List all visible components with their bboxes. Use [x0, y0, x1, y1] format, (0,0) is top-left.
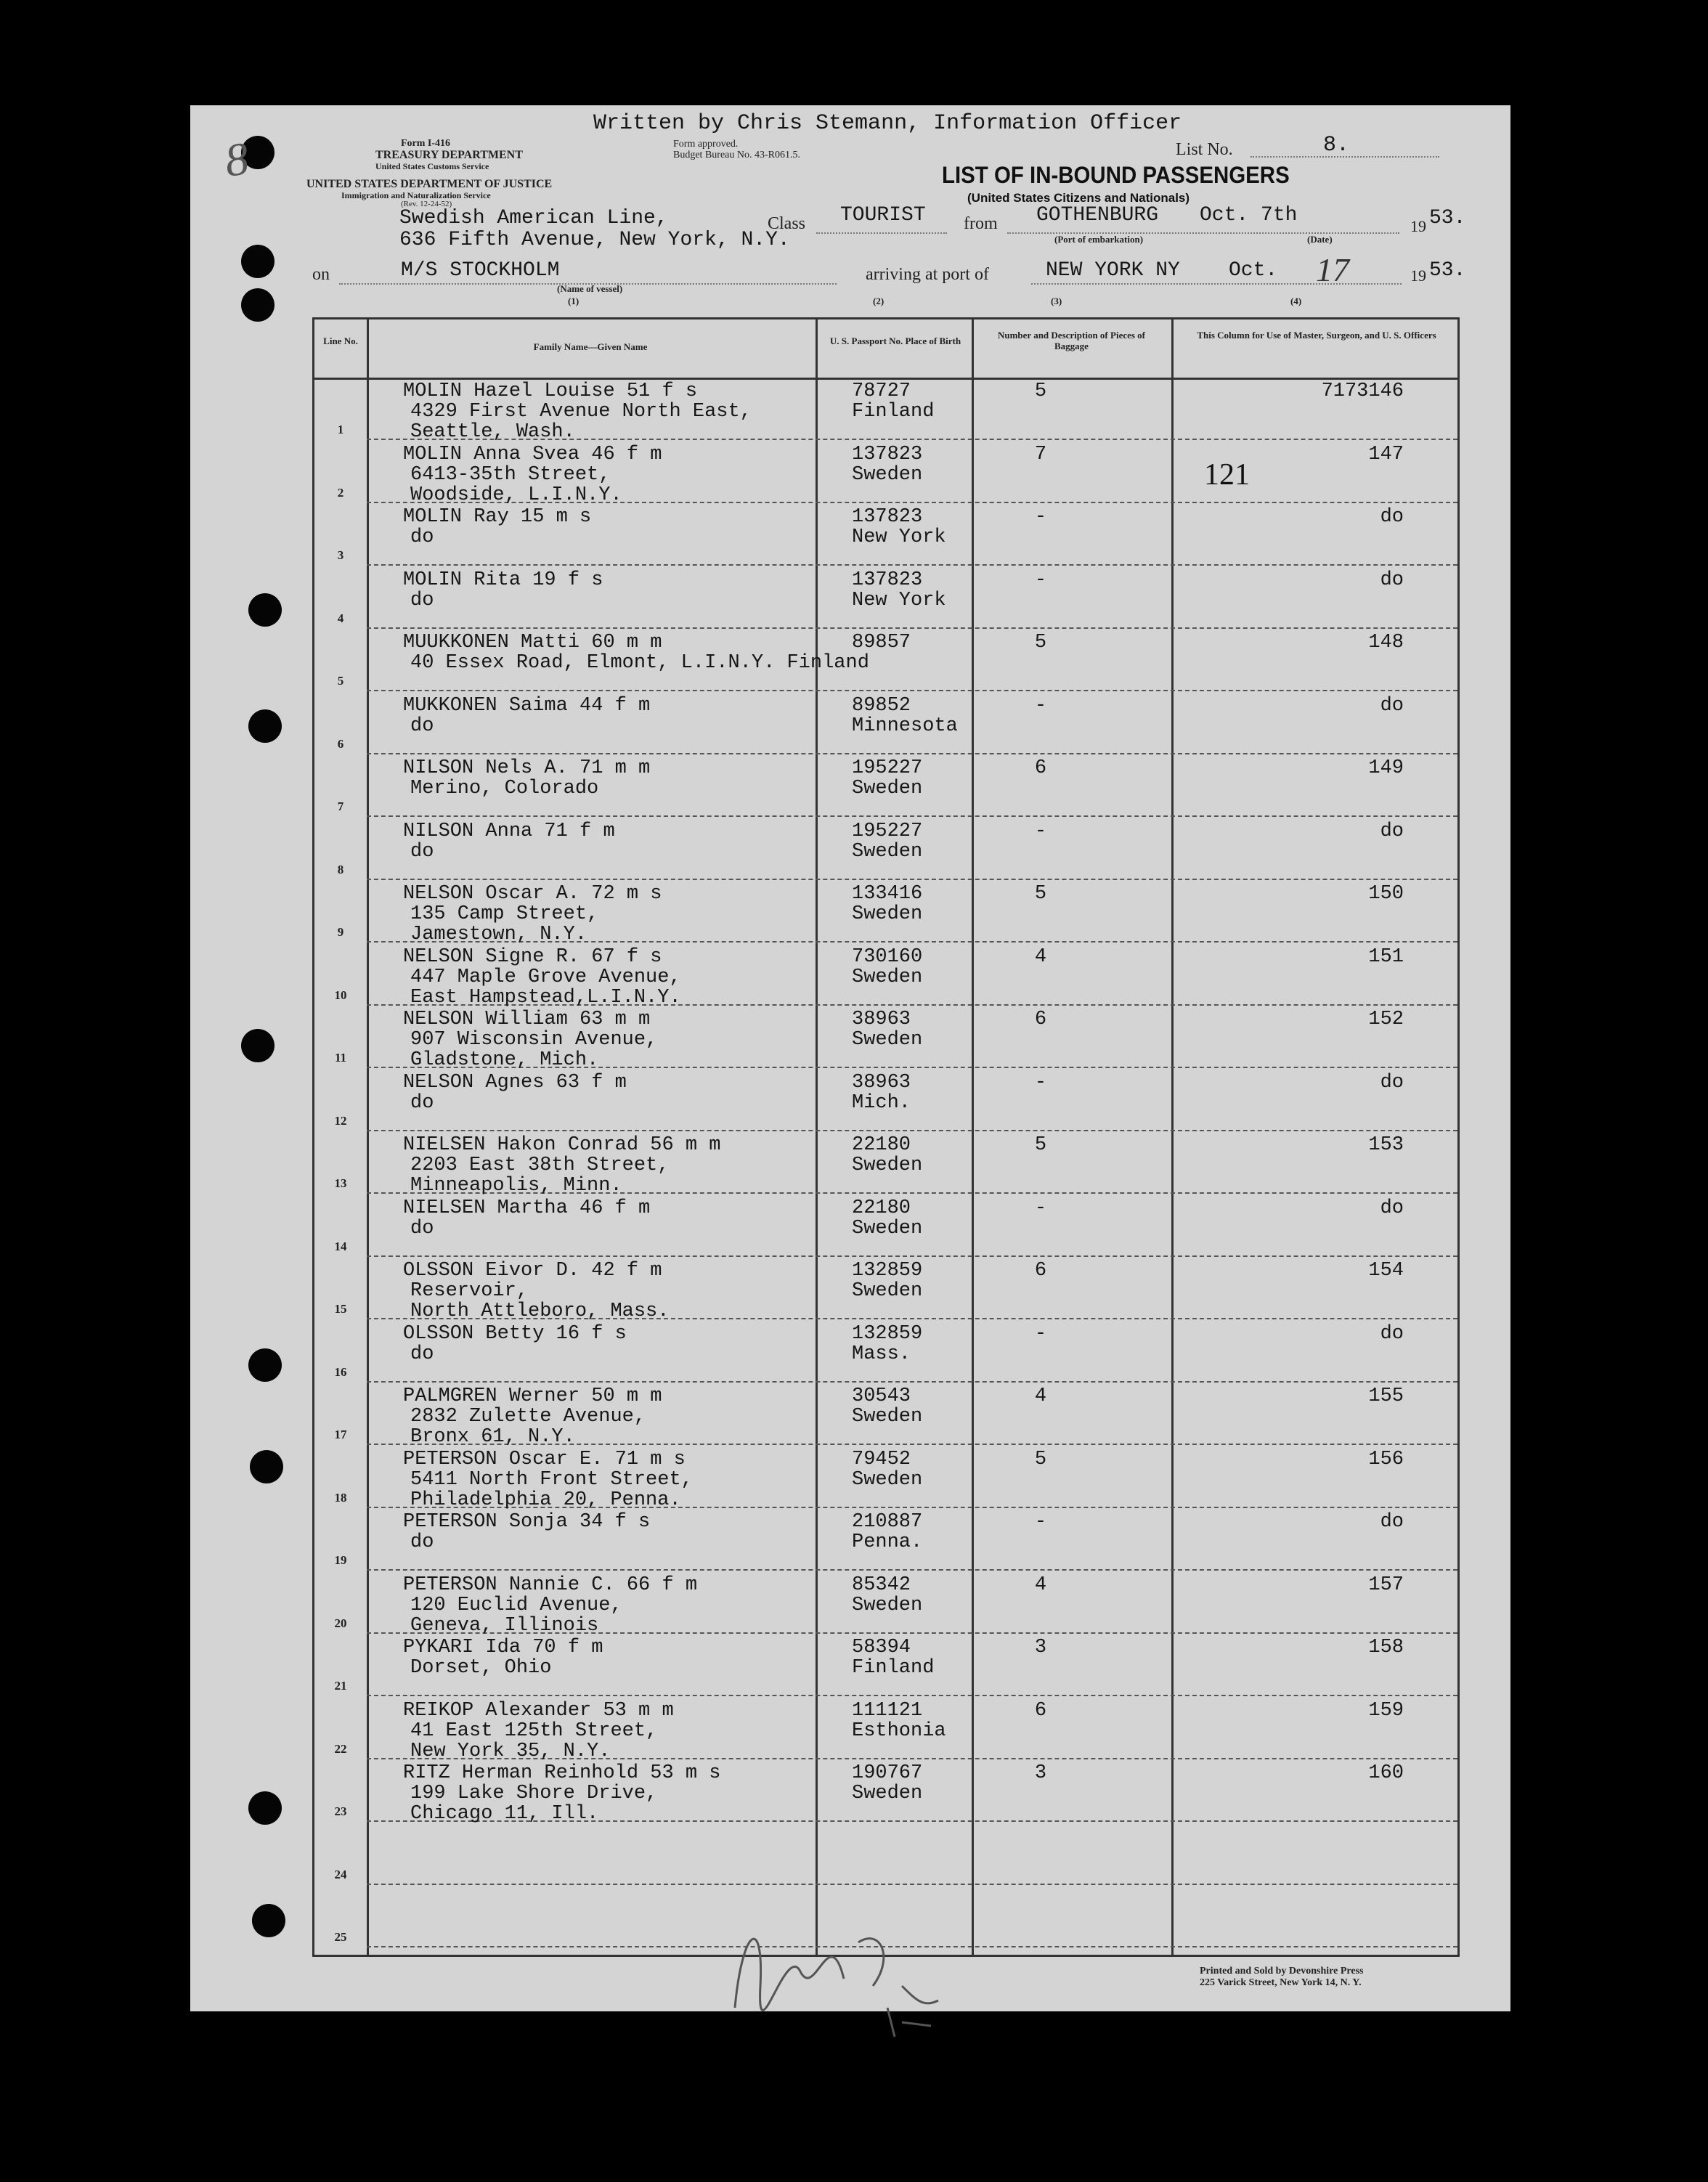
passenger-address-line2: Seattle, Wash. [410, 421, 575, 443]
arriving-label: arriving at port of [866, 265, 989, 284]
col-passport: U. S. Passport No. Place of Birth [829, 335, 961, 346]
passenger-name: OLSSON Eivor D. 42 f m [403, 1260, 662, 1282]
passport-number: 58394 [852, 1637, 911, 1658]
passenger-name: MUUKKONEN Matti 60 m m [403, 632, 662, 654]
place-of-birth: Sweden [852, 1029, 923, 1051]
date-caption: (Date) [1307, 234, 1333, 245]
baggage-count: - [1034, 1322, 1047, 1345]
table-row [314, 1131, 1457, 1197]
passenger-address-line2: Bronx 61, N.Y. [410, 1426, 575, 1448]
baggage-count: 6 [1034, 1260, 1047, 1282]
table-row [314, 1069, 1457, 1131]
line-number: 13 [334, 1176, 347, 1190]
passenger-address: do [410, 1091, 434, 1114]
on-label: on [312, 265, 330, 284]
passenger-address: 447 Maple Grove Avenue, [410, 966, 681, 988]
passport-number: 79452 [852, 1448, 911, 1470]
line-number: 9 [337, 925, 344, 939]
vessel-name: M/S STOCKHOLM [401, 259, 560, 282]
baggage-count: 6 [1034, 757, 1047, 779]
passenger-name: REIKOP Alexander 53 m m [403, 1699, 674, 1722]
passenger-name: NELSON Agnes 63 f m [403, 1071, 627, 1094]
table-row [314, 1697, 1457, 1762]
officer-number: 155 [1368, 1385, 1404, 1407]
revision-date: (Rev. 12-24-52) [401, 200, 452, 208]
baggage-count: 4 [1034, 1574, 1047, 1596]
printer-address: 225 Varick Street, New York 14, N. Y. [1200, 1977, 1362, 1988]
passenger-address: do [410, 589, 434, 611]
immigration-service: Immigration and Naturalization Service [341, 190, 491, 200]
officer-number: 159 [1368, 1699, 1404, 1722]
passport-number: 22180 [852, 1134, 911, 1156]
table-row [314, 880, 1457, 943]
passenger-address-line2: New York 35, N.Y. [410, 1740, 611, 1762]
table-row [314, 1257, 1457, 1322]
passenger-name: MOLIN Rita 19 f s [403, 569, 603, 591]
passenger-name: NILSON Anna 71 f m [403, 820, 615, 842]
table-row [314, 1571, 1457, 1637]
passenger-name: MOLIN Anna Svea 46 f m [403, 443, 662, 465]
officer-number: do [1380, 820, 1404, 842]
from-label: from [964, 214, 998, 233]
col-baggage: Number and Description of Pieces of Baggage [997, 330, 1146, 351]
shipping-line: Swedish American Line, [399, 207, 668, 229]
baggage-count: - [1034, 1197, 1047, 1219]
place-of-birth: Finland [852, 1657, 935, 1679]
officer-number: 7173146 [1321, 380, 1404, 402]
punch-hole [241, 1029, 274, 1062]
embarkation-date: Oct. 7th [1200, 204, 1298, 227]
place-of-birth: Finland [852, 401, 935, 423]
passport-number: 195227 [852, 757, 923, 779]
passenger-name: PETERSON Nannie C. 66 f m [403, 1574, 698, 1596]
place-of-birth: Sweden [852, 840, 923, 863]
embarkation-year: 53. [1429, 207, 1466, 229]
place-of-birth: Mich. [852, 1091, 911, 1114]
place-of-birth: Sweden [852, 1280, 923, 1302]
passport-number: 132859 [852, 1322, 923, 1345]
passport-number: 30543 [852, 1385, 911, 1407]
passport-number: 38963 [852, 1071, 911, 1094]
line-number: 10 [334, 988, 347, 1002]
table-row [314, 1383, 1457, 1448]
officer-number: do [1380, 694, 1404, 717]
officer-number: 149 [1368, 757, 1404, 779]
caption-2: (2) [873, 296, 884, 306]
line-number: 5 [337, 674, 344, 688]
passenger-name: NILSON Nels A. 71 m m [403, 757, 651, 779]
place-of-birth: Sweden [852, 778, 923, 799]
table-row [314, 754, 1457, 817]
passenger-address: 199 Lake Shore Drive, [410, 1783, 658, 1804]
treasury-dept: TREASURY DEPARTMENT [375, 149, 523, 161]
line-number: 12 [334, 1113, 347, 1128]
passport-number: 190767 [852, 1762, 923, 1784]
place-of-birth: Mass. [852, 1343, 911, 1365]
baggage-count: 7 [1034, 443, 1047, 465]
table-row [314, 1508, 1457, 1571]
officer-number: do [1380, 506, 1404, 528]
place-of-birth: Sweden [852, 903, 923, 925]
year-prefix: 19 [1410, 217, 1426, 235]
margin-note: 8 [221, 132, 252, 187]
passenger-name: NELSON Oscar A. 72 m s [403, 883, 662, 905]
col-officers: This Column for Use of Master, Surgeon, and U. S. Officers [1197, 330, 1436, 341]
table-row [314, 566, 1457, 629]
passenger-address-line2: Gladstone, Mich. [410, 1049, 599, 1071]
arrival-year-prefix: 19 [1410, 266, 1426, 285]
baggage-count: 5 [1034, 632, 1047, 654]
passenger-address: Dorset, Ohio [410, 1657, 552, 1679]
passport-number: 137823 [852, 569, 923, 591]
baggage-count: - [1034, 820, 1047, 842]
passenger-address-line2: Jamestown, N.Y. [410, 924, 587, 945]
list-number: 8. [1323, 133, 1350, 158]
passport-number: 195227 [852, 820, 923, 842]
passenger-address-line2: Woodside, L.I.N.Y. [410, 484, 622, 506]
passport-number: 132859 [852, 1260, 923, 1282]
baggage-count: 5 [1034, 380, 1047, 402]
arrival-month: Oct. [1229, 259, 1278, 282]
baggage-count: 4 [1034, 1385, 1047, 1407]
passenger-name: PALMGREN Werner 50 m m [403, 1385, 662, 1407]
printer-name: Printed and Sold by Devonshire Press [1200, 1966, 1364, 1977]
table-row [314, 692, 1457, 754]
col-family-name: Family Name—Given Name [533, 341, 648, 352]
passport-number: 38963 [852, 1009, 911, 1030]
passenger-rows [314, 378, 1457, 1955]
arrival-port: NEW YORK NY [1046, 259, 1180, 282]
passport-number: 85342 [852, 1574, 911, 1596]
passenger-address: 2203 East 38th Street, [410, 1155, 670, 1176]
place-of-birth: Penna. [852, 1531, 923, 1553]
officer-number: do [1380, 1322, 1404, 1345]
line-number: 16 [334, 1364, 347, 1379]
passenger-address: 4329 First Avenue North East, [410, 401, 752, 423]
port-caption: (Port of embarkation) [1054, 234, 1144, 245]
place-of-birth: Sweden [852, 1217, 923, 1239]
caption-1: (1) [568, 296, 580, 306]
arrival-year: 53. [1429, 259, 1466, 282]
officer-number: 154 [1368, 1260, 1404, 1282]
officer-number: 150 [1368, 883, 1404, 905]
place-of-birth: Sweden [852, 1783, 923, 1804]
passport-number: 111121 [852, 1699, 923, 1722]
passenger-table [312, 317, 1460, 1957]
punch-hole [250, 1450, 283, 1483]
manifest-page [190, 105, 1510, 2011]
class-value: TOURIST [840, 204, 926, 227]
officer-number: 153 [1368, 1134, 1404, 1156]
passenger-name: MOLIN Hazel Louise 51 f s [403, 380, 698, 402]
passenger-address: do [410, 1343, 434, 1365]
line-number: 25 [334, 1930, 347, 1944]
place-of-birth: Minnesota [852, 715, 958, 737]
baggage-count: 3 [1034, 1637, 1047, 1658]
baggage-count: - [1034, 1071, 1047, 1094]
baggage-count: 5 [1034, 1448, 1047, 1470]
punch-hole [248, 1348, 282, 1382]
form-number: Form I-416 [401, 138, 451, 149]
justice-dept: UNITED STATES DEPARTMENT OF JUSTICE [306, 178, 553, 190]
passport-number: 210887 [852, 1511, 923, 1533]
place-of-birth: New York [852, 589, 946, 611]
list-no-label: List No. [1176, 140, 1233, 159]
place-of-birth: Sweden [852, 1594, 923, 1616]
signature-mark [720, 1899, 953, 2044]
passenger-name: MUKKONEN Saima 44 f m [403, 694, 651, 717]
passenger-address: do [410, 715, 434, 737]
table-row [314, 629, 1457, 691]
passenger-address: 120 Euclid Avenue, [410, 1594, 622, 1616]
place-of-birth: Esthonia [852, 1719, 946, 1742]
punch-hole [248, 709, 282, 743]
vessel-caption: (Name of vessel) [557, 283, 623, 294]
baggage-count: 4 [1034, 945, 1047, 968]
officer-number: do [1380, 1197, 1404, 1219]
passenger-address-line2: Geneva, Illinois [410, 1614, 599, 1637]
handwritten-number: 121 [1204, 458, 1250, 492]
officer-number: 158 [1368, 1637, 1404, 1658]
table-row [314, 1006, 1457, 1071]
passenger-address: 5411 North Front Street, [410, 1468, 693, 1491]
table-row [314, 1194, 1457, 1257]
passenger-name: NELSON William 63 m m [403, 1009, 651, 1030]
passport-number: 78727 [852, 380, 911, 402]
passenger-address-line2: North Attleboro, Mass. [410, 1300, 670, 1322]
baggage-count: - [1034, 1511, 1047, 1533]
baggage-count: - [1034, 506, 1047, 528]
passenger-address: 41 East 125th Street, [410, 1719, 658, 1742]
line-number: 20 [334, 1616, 347, 1630]
line-number: 18 [334, 1490, 347, 1505]
baggage-count: - [1034, 569, 1047, 591]
place-of-birth: Sweden [852, 966, 923, 988]
passport-number: 133416 [852, 883, 923, 905]
passport-number: 22180 [852, 1197, 911, 1219]
passenger-name: RITZ Herman Reinhold 53 m s [403, 1762, 721, 1784]
line-number: 3 [337, 548, 344, 562]
officer-number: 160 [1368, 1762, 1404, 1784]
line-number: 22 [334, 1741, 347, 1756]
line-number: 23 [334, 1804, 347, 1818]
baggage-count: 5 [1034, 883, 1047, 905]
written-by-line: Written by Chris Stemann, Information Officer [593, 111, 1182, 136]
shipping-line-address: 636 Fifth Avenue, New York, N.Y. [399, 229, 790, 251]
caption-3: (3) [1051, 296, 1062, 306]
officer-number: do [1380, 1511, 1404, 1533]
passenger-address: do [410, 840, 434, 863]
passenger-name: MOLIN Ray 15 m s [403, 506, 592, 528]
punch-hole [248, 593, 282, 627]
officer-number: do [1380, 1071, 1404, 1094]
line-number: 11 [334, 1051, 347, 1064]
place-of-birth: Sweden [852, 1406, 923, 1428]
budget-bureau: Budget Bureau No. 43-R061.5. [673, 150, 800, 160]
caption-4: (4) [1290, 296, 1302, 306]
table-row [314, 818, 1457, 880]
place-of-birth: Sweden [852, 1155, 923, 1176]
class-label: Class [768, 214, 806, 233]
col-line-no: Line No. [323, 335, 358, 346]
table-row [314, 441, 1457, 506]
baggage-count: 5 [1034, 1134, 1047, 1156]
line-number: 15 [334, 1302, 347, 1316]
table-row [314, 1320, 1457, 1383]
line-number: 24 [334, 1867, 347, 1881]
table-row [314, 378, 1457, 443]
passenger-address-line2: Chicago 11, Ill. [410, 1803, 599, 1825]
passenger-address: Merino, Colorado [410, 778, 599, 799]
table-row [314, 1759, 1457, 1825]
officer-number: 152 [1368, 1009, 1404, 1030]
place-of-birth: Sweden [852, 463, 923, 486]
place-of-birth: Sweden [852, 1468, 923, 1491]
line-number: 1 [337, 423, 344, 436]
embarkation-port: GOTHENBURG [1036, 204, 1159, 227]
place-of-birth: New York [852, 526, 946, 548]
officer-number: 157 [1368, 1574, 1404, 1596]
punch-hole [248, 1791, 282, 1825]
form-approved: Form approved. [673, 139, 739, 150]
passenger-address: 6413-35th Street, [410, 463, 611, 486]
customs-service: United States Customs Service [375, 161, 489, 171]
passenger-address: 40 Essex Road, Elmont, L.I.N.Y. Finland [410, 652, 869, 674]
punch-hole [241, 245, 274, 278]
passenger-name: PYKARI Ida 70 f m [403, 1637, 603, 1658]
line-number: 8 [337, 862, 344, 876]
passport-number: 730160 [852, 945, 923, 968]
passenger-address-line2: East Hampstead,L.I.N.Y. [410, 986, 681, 1009]
punch-hole [241, 288, 274, 322]
passenger-address: do [410, 526, 434, 548]
table-row [314, 1823, 1457, 1885]
line-number: 19 [334, 1553, 347, 1567]
passport-number: 89852 [852, 694, 911, 717]
passenger-address: 907 Wisconsin Avenue, [410, 1029, 658, 1051]
baggage-count: 6 [1034, 1009, 1047, 1030]
passenger-address: 2832 Zulette Avenue, [410, 1406, 646, 1428]
passenger-name: OLSSON Betty 16 f s [403, 1322, 627, 1345]
passenger-address: Reservoir, [410, 1280, 529, 1302]
passenger-name: NIELSEN Hakon Conrad 56 m m [403, 1134, 721, 1156]
table-row [314, 503, 1457, 566]
line-number: 14 [334, 1239, 347, 1253]
line-number: 7 [337, 799, 344, 813]
officer-number: 151 [1368, 945, 1404, 968]
table-row [314, 1634, 1457, 1696]
line-number: 2 [337, 485, 344, 500]
form-title: LIST OF IN-BOUND PASSENGERS [942, 162, 1290, 188]
passenger-address: 135 Camp Street, [410, 903, 599, 925]
form-subtitle: (United States Citizens and Nationals) [967, 191, 1190, 205]
passenger-address-line2: Minneapolis, Minn. [410, 1175, 622, 1197]
passenger-name: NELSON Signe R. 67 f s [403, 945, 662, 968]
passenger-address: do [410, 1217, 434, 1239]
baggage-count: 3 [1034, 1762, 1047, 1784]
line-number: 21 [334, 1679, 347, 1693]
line-number: 6 [337, 736, 344, 751]
passport-number: 137823 [852, 506, 923, 528]
passport-number: 137823 [852, 443, 923, 465]
passenger-name: NIELSEN Martha 46 f m [403, 1197, 651, 1219]
arrival-day: 17 [1316, 251, 1349, 288]
passenger-name: PETERSON Sonja 34 f s [403, 1511, 651, 1533]
punch-hole [252, 1904, 285, 1937]
passenger-address-line2: Philadelphia 20, Penna. [410, 1489, 681, 1511]
officer-number: 147 [1368, 443, 1404, 465]
officer-number: do [1380, 569, 1404, 591]
officer-number: 148 [1368, 632, 1404, 654]
baggage-count: - [1034, 694, 1047, 717]
line-number: 4 [337, 611, 344, 625]
passenger-name: PETERSON Oscar E. 71 m s [403, 1448, 686, 1470]
baggage-count: 6 [1034, 1699, 1047, 1722]
table-row [314, 943, 1457, 1009]
line-number: 17 [334, 1428, 347, 1441]
passport-number: 89857 [852, 632, 911, 654]
officer-number: 156 [1368, 1448, 1404, 1470]
table-row [314, 1446, 1457, 1511]
passenger-address: do [410, 1531, 434, 1553]
